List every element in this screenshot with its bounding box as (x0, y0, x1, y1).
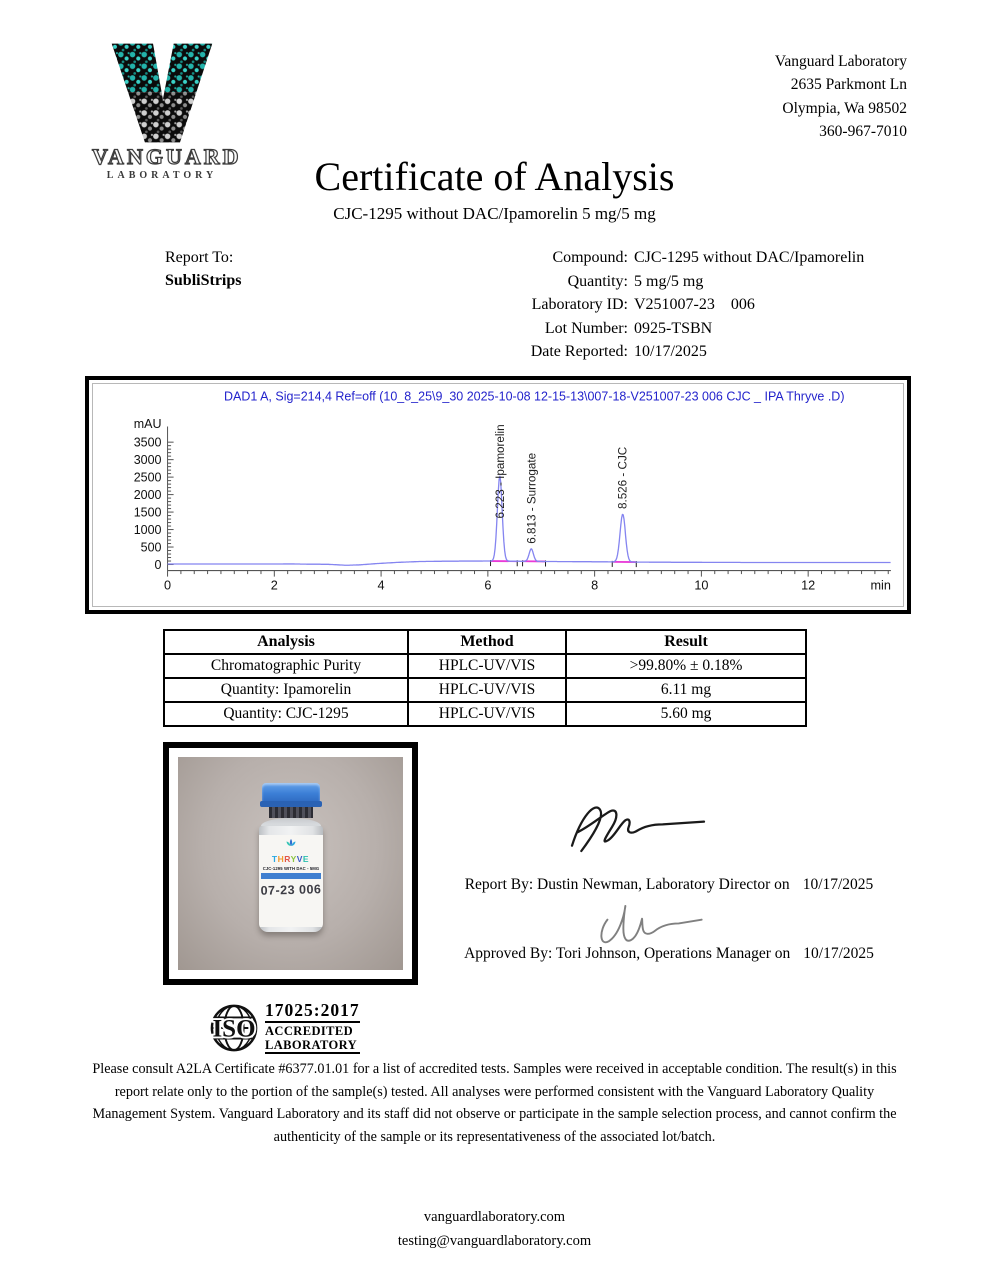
brand-letter: H (277, 854, 285, 864)
info-label: Quantity: (567, 272, 628, 290)
footer (0, 1206, 989, 1254)
vial (256, 783, 326, 932)
info-value: V251007-23 006 (634, 296, 755, 314)
x-tick-label: 4 (377, 578, 385, 593)
vial-cap (262, 783, 320, 802)
table-row (164, 678, 806, 702)
y-tick-label: 3500 (133, 435, 162, 450)
table-header-cell: Analysis (164, 630, 408, 654)
brand-letter: V (296, 854, 303, 864)
chromatogram-svg (93, 384, 903, 606)
iso-accredited: ACCREDITED (265, 1023, 354, 1038)
table-cell: Chromatographic Purity (164, 654, 408, 678)
info-value: CJC-1295 without DAC/Ipamorelin (634, 249, 865, 266)
brand-letter: R (284, 854, 291, 864)
x-tick-label: 0 (164, 578, 172, 593)
footer-website: vanguardlaboratory.com (423, 1209, 566, 1225)
info-row (425, 270, 864, 294)
logo-wordmark: VANGUARD (92, 144, 242, 169)
info-value: 10/17/2025 (634, 343, 707, 361)
x-tick-label: 10 (694, 578, 709, 593)
brand-letter: Y (290, 854, 297, 864)
table-cell: HPLC-UV/VIS (408, 702, 566, 726)
peak-label: 6.223 - Ipamorelin (493, 424, 507, 519)
address-line: Olympia, Wa 98502 (782, 99, 907, 117)
sample-photo (178, 757, 403, 970)
disclaimer-text: Please consult A2LA Certificate #6377.01.01 for a list of accredited tests. Samples were received in acceptable condition. The result(s) in this report relate only to the portion of the sample(s) tested. All analyses were performed consistent with the Vanguard Laboratory Quality Management System. Vanguard Laboratory and its staff did not observe or participate in the sample selection process, and cannot confirm the authenticity of the sample or its representativeness of the associated lot/batch. (92, 1061, 897, 1146)
table-cell: Quantity: Ipamorelin (164, 678, 408, 702)
vial-brand-text (259, 855, 323, 864)
vial-label-line: CJC-1295 WITH DAC - 5MG (262, 865, 319, 871)
report-by-date: 10/17/2025 (802, 876, 874, 893)
y-tick-label: 2000 (133, 487, 162, 502)
table-cell: HPLC-UV/VIS (408, 654, 566, 678)
peak-label: 6.813 - Surrogate (525, 452, 539, 544)
thryve-leaf-icon (259, 836, 323, 854)
report-by-line (430, 876, 908, 894)
approved-by-date: 10/17/2025 (803, 945, 874, 962)
vial-lot-text: 07-23 006 (259, 881, 322, 898)
x-tick-label: 8 (591, 578, 599, 593)
x-tick-label: 6 (484, 578, 492, 593)
report-by-signature (552, 790, 712, 869)
iso-standard: 17025:2017 (265, 1001, 360, 1023)
y-tick-label: 1500 (133, 505, 162, 520)
y-tick-label: 2500 (133, 470, 162, 485)
info-value: 0925-TSBN (634, 319, 713, 337)
info-label: Compound: (552, 249, 628, 266)
y-tick-label: 0 (154, 557, 162, 572)
info-label: Lot Number: (544, 319, 628, 337)
report-to-block (165, 246, 241, 292)
table-cell: 5.60 mg (566, 702, 806, 726)
vial-body (259, 826, 323, 932)
info-label: Laboratory ID: (531, 296, 628, 314)
y-tick-label: 500 (140, 540, 162, 555)
report-to-label: Report To: (165, 249, 234, 266)
logo-subtitle: LABORATORY (106, 170, 218, 181)
address-line: 2635 Parkmont Ln (790, 76, 907, 94)
x-tick-label: 2 (270, 578, 278, 593)
iso-globe-icon (208, 1003, 260, 1053)
table-cell: Quantity: CJC-1295 (164, 702, 408, 726)
vial-label (259, 835, 323, 927)
table-row (164, 702, 806, 726)
vial-crimp (269, 807, 313, 818)
iso-accreditation-badge (208, 1001, 360, 1054)
brand-letter: T (271, 854, 278, 864)
iso-text-block (265, 1001, 360, 1054)
table-cell: HPLC-UV/VIS (408, 678, 566, 702)
x-tick-label: 12 (801, 578, 816, 593)
results-table (163, 629, 807, 727)
lab-address (775, 50, 907, 143)
page-subtitle: CJC-1295 without DAC/Ipamorelin 5 mg/5 mg (333, 204, 656, 223)
vial-label-strip (261, 873, 321, 879)
peak-label: 8.526 - CJC (616, 446, 630, 510)
y-tick-label: 1000 (133, 522, 162, 537)
vial-shoulder (261, 818, 321, 826)
x-axis-unit: min (870, 578, 891, 593)
table-header-cell: Method (408, 630, 566, 654)
table-row (164, 654, 806, 678)
brand-letter: E (302, 854, 310, 864)
info-label: Date Reported: (530, 343, 628, 361)
svg-text:ISO: ISO (212, 1015, 256, 1043)
address-line: Vanguard Laboratory (774, 53, 907, 70)
address-line: 360-967-7010 (819, 122, 907, 140)
approved-by-line (430, 945, 908, 963)
sample-info-fields (425, 246, 864, 364)
iso-laboratory: LABORATORY (265, 1038, 360, 1054)
footer-email: testing@vanguardlaboratory.com (397, 1232, 592, 1249)
table-header-cell: Result (566, 630, 806, 654)
info-row (425, 293, 864, 317)
chromatogram-box (85, 376, 911, 614)
info-row (425, 340, 864, 364)
table-cell: >99.80% ± 0.18% (566, 654, 806, 678)
y-tick-label: 3000 (133, 452, 162, 467)
vanguard-v-logo-icon (106, 40, 218, 146)
info-value: 5 mg/5 mg (634, 272, 704, 290)
y-axis-unit: mAU (133, 417, 162, 432)
sample-photo-frame (163, 742, 418, 985)
table-cell: 6.11 mg (566, 678, 806, 702)
page-title: Certificate of Analysis (314, 154, 675, 199)
info-row (425, 317, 864, 341)
report-by-text: Report By: Dustin Newman, Laboratory Director on (464, 876, 790, 893)
approved-by-text: Approved By: Tori Johnson, Operations Manager on (464, 945, 791, 962)
chart-title: DAD1 A, Sig=214,4 Ref=off (10_8_25\9_30 2025-10-08 12-15-13\007-18-V251007-23 006 CJC _ IPA Thryve .D) (224, 389, 845, 404)
info-row (425, 246, 864, 270)
chromatogram-plot (92, 383, 904, 607)
report-to-value: SubliStrips (165, 272, 242, 290)
